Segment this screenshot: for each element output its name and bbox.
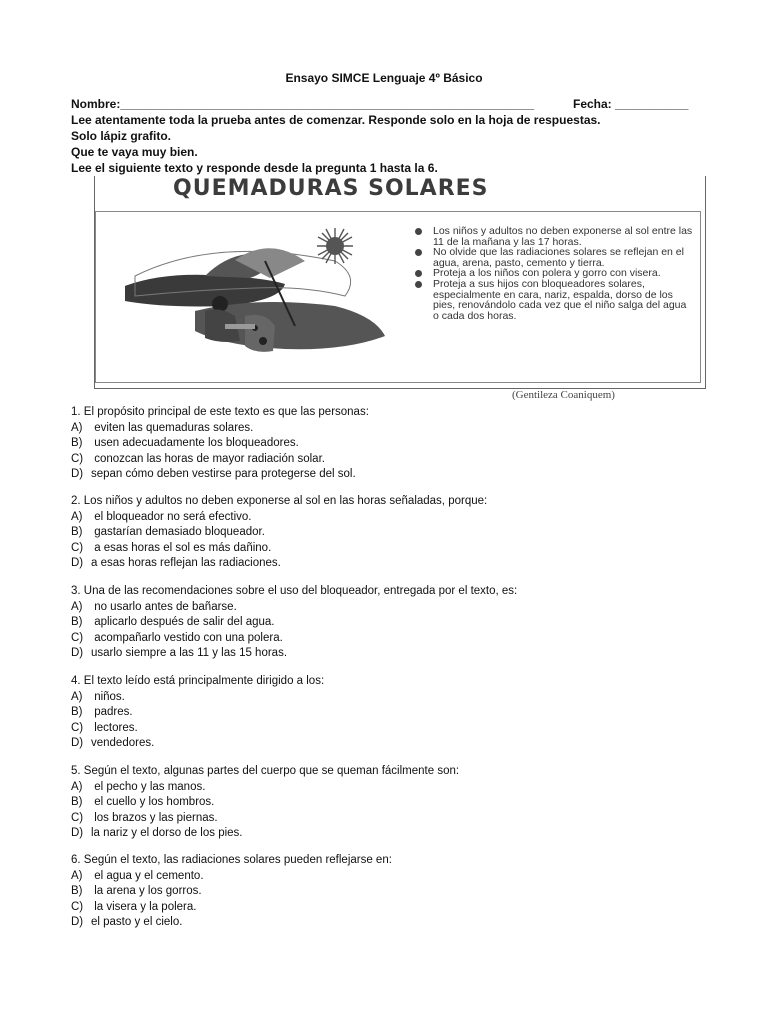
name-field-label: Nombre:______________________________________________________________ <box>71 97 535 111</box>
date-field-label: Fecha: ___________ <box>573 97 689 111</box>
answer-option-b[interactable]: B) usen adecuadamente los bloqueadores. <box>71 437 299 450</box>
question-stem: 1. El propósito principal de este texto es que las personas: <box>71 406 369 418</box>
instruction-line: Solo lápiz grafito. <box>71 129 172 143</box>
answer-option-d[interactable]: D) la nariz y el dorso de los pies. <box>71 827 243 840</box>
answer-option-c[interactable]: C) a esas horas el sol es más dañino. <box>71 541 272 554</box>
reading-figure <box>94 176 706 389</box>
answer-option-c[interactable]: C) los brazos y las piernas. <box>71 811 218 824</box>
list-item: No olvide que las radiaciones solares se reflejan en el agua, arena, pasto, cemento y tierra. <box>413 247 693 268</box>
answer-option-c[interactable]: C) la visera y la polera. <box>71 900 197 913</box>
question-stem: 5. Según el texto, algunas partes del cuerpo que se queman fácilmente son: <box>71 765 460 777</box>
beach-umbrella-illustration <box>105 216 405 376</box>
recommendation-list <box>413 226 693 321</box>
answer-option-b[interactable]: B) padres. <box>71 706 133 719</box>
answer-option-a[interactable]: A) el bloqueador no será efectivo. <box>71 510 252 523</box>
answer-option-a[interactable]: A) eviten las quemaduras solares. <box>71 421 254 434</box>
answer-option-a[interactable]: A) no usarlo antes de bañarse. <box>71 600 237 613</box>
page-title: Ensayo SIMCE Lenguaje 4º Básico <box>285 71 483 85</box>
list-item: Los niños y adultos no deben exponerse al sol entre las 11 de la mañana y las 17 horas. <box>413 226 693 247</box>
answer-option-b[interactable]: B) gastarían demasiado bloqueador. <box>71 526 265 539</box>
question-2 <box>71 494 487 572</box>
list-item: Proteja a los niños con polera y gorro con visera. <box>413 268 693 279</box>
instruction-line: Que te vaya muy bien. <box>71 145 198 159</box>
question-5 <box>71 764 459 842</box>
answer-option-d[interactable]: D) vendedores. <box>71 737 155 750</box>
answer-option-d[interactable]: D) usarlo siempre a las 11 y las 15 horas. <box>71 647 288 660</box>
bullet-icon <box>415 270 422 277</box>
question-stem: 2. Los niños y adultos no deben exponerse al sol en las horas señaladas, porque: <box>71 495 488 507</box>
question-stem: 3. Una de las recomendaciones sobre el uso del bloqueador, entregada por el texto, es: <box>71 585 518 597</box>
bullet-icon <box>415 281 422 288</box>
answer-option-a[interactable]: A) el agua y el cemento. <box>71 869 204 882</box>
question-3 <box>71 584 517 662</box>
answer-option-b[interactable]: B) la arena y los gorros. <box>71 885 202 898</box>
answer-option-a[interactable]: A) el pecho y las manos. <box>71 780 206 793</box>
instruction-line: Lee el siguiente texto y responde desde la pregunta 1 hasta la 6. <box>71 161 438 175</box>
question-1 <box>71 405 369 483</box>
answer-option-c[interactable]: C) conozcan las horas de mayor radiación solar. <box>71 452 325 465</box>
question-stem: 4. El texto leído está principalmente dirigido a los: <box>71 675 325 687</box>
figure-title: QUEMADURAS SOLARES <box>173 176 489 201</box>
name-row <box>71 97 689 111</box>
answer-option-a[interactable]: A) niños. <box>71 690 125 703</box>
list-item: Proteja a sus hijos con bloqueadores solares, especialmente en cara, nariz, espalda, dorso de los pies, renovándolo cada vez que el niño salga del agua o cada dos horas. <box>413 279 693 321</box>
question-stem: 6. Según el texto, las radiaciones solares pueden reflejarse en: <box>71 854 392 866</box>
question-4 <box>71 674 324 752</box>
bullet-icon <box>415 249 422 256</box>
answer-option-c[interactable]: C) acompañarlo vestido con una polera. <box>71 631 283 644</box>
answer-option-b[interactable]: B) aplicarlo después de salir del agua. <box>71 616 275 629</box>
bullet-icon <box>415 228 422 235</box>
answer-option-b[interactable]: B) el cuello y los hombros. <box>71 796 215 809</box>
answer-option-d[interactable]: D) sepan cómo deben vestirse para protegerse del sol. <box>71 468 356 481</box>
answer-option-d[interactable]: D) el pasto y el cielo. <box>71 916 183 929</box>
answer-option-c[interactable]: C) lectores. <box>71 721 138 734</box>
instruction-line: Lee atentamente toda la prueba antes de comenzar. Responde solo en la hoja de respuestas. <box>71 113 601 127</box>
sun-icon <box>315 226 355 266</box>
figure-credit: (Gentileza Coaniquem) <box>512 389 615 401</box>
question-6 <box>71 853 392 931</box>
answer-option-d[interactable]: D) a esas horas reflejan las radiaciones. <box>71 557 281 570</box>
